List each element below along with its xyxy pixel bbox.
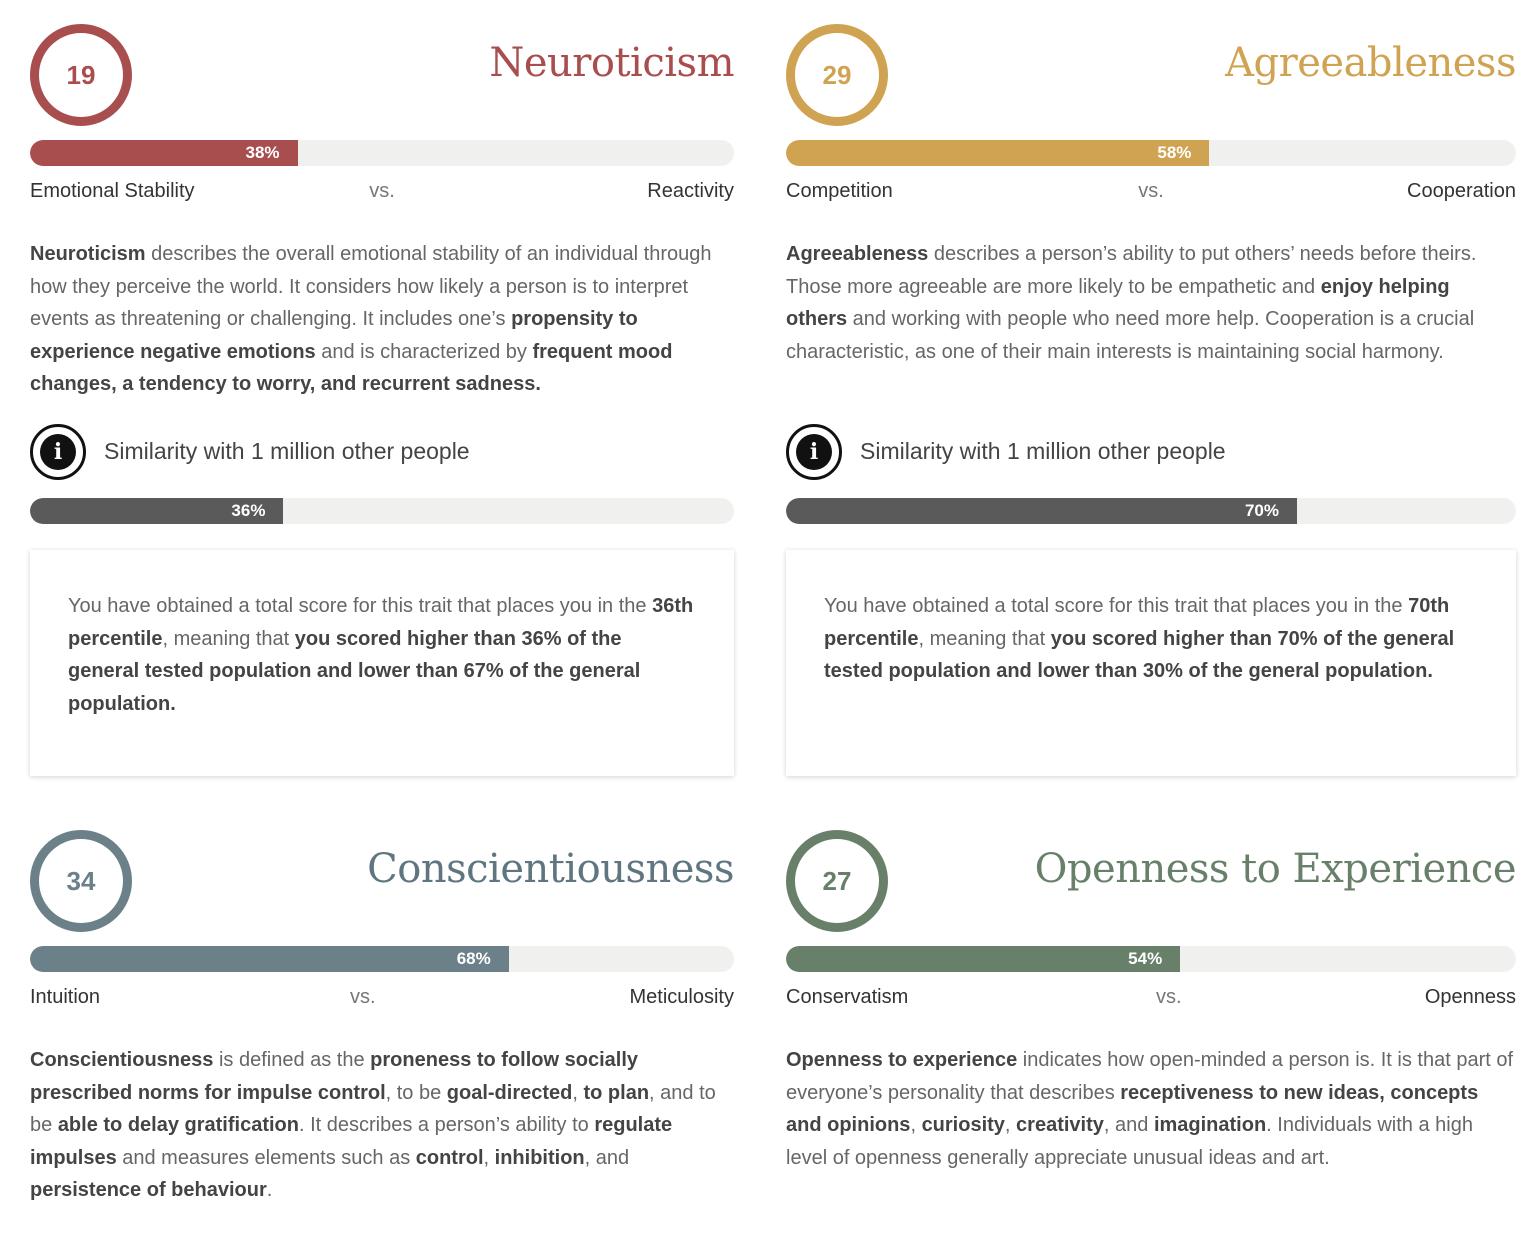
trait-scale (786, 986, 1516, 1016)
body-text: , (483, 1146, 495, 1169)
body-text: , meaning that (918, 627, 1051, 650)
scale-right-label: Reactivity (647, 180, 734, 202)
body-text: and is characterized by (315, 340, 533, 363)
body-text: You have obtained a total score for this trait that places you in the (68, 595, 653, 617)
trait-score: 34 (66, 865, 96, 896)
emphasis-text: Agreeableness (786, 243, 929, 265)
emphasis-text: receptiveness to new ideas, concepts and opinions (786, 1081, 1479, 1136)
scale-right-label: Openness (1424, 986, 1516, 1008)
body-text: , to be (385, 1081, 447, 1104)
emphasis-text: you scored higher than 36% of the general tested population and lower than 67% of the general population. (68, 627, 641, 715)
trait-title: Openness to Experience (1034, 846, 1516, 892)
emphasis-text: 70th percentile (824, 595, 1450, 650)
similarity-label: Similarity with 1 million other people (860, 438, 1226, 464)
body-text: describes a person’s ability to put others’ needs before theirs. Those more agreeable are more likely to be empathetic and (786, 243, 1477, 298)
info-icon[interactable]: i (786, 424, 842, 480)
trait-progress-bar (786, 946, 1516, 972)
scale-vs-label: vs. (369, 180, 395, 202)
scale-left-label: Conservatism (786, 986, 909, 1008)
trait-openness (786, 830, 1516, 1230)
trait-percent-label: 58% (1157, 143, 1192, 162)
similarity-header (30, 424, 734, 484)
info-icon[interactable]: i (30, 424, 86, 480)
body-text: and working with people who need more help. Cooperation is a crucial characteristic, as one of their main interests is maintaining social harmony. (786, 308, 1475, 363)
emphasis-text: you scored higher than 70% of the general tested population and lower than 30% of the general population. (824, 627, 1455, 682)
body-text: and measures elements such as (116, 1146, 416, 1169)
emphasis-text: enjoy helping others (786, 275, 1450, 330)
trait-score: 29 (822, 59, 852, 90)
similarity-label: Similarity with 1 million other people (104, 438, 470, 464)
body-text: describes the overall emotional stability of an individual through how they perceive the world. It considers how likely a person is to interpret events as threatening or challenging. It includes one’s (30, 243, 712, 330)
score-ring (30, 24, 132, 126)
score-ring (30, 830, 132, 932)
trait-header (786, 830, 1516, 934)
trait-agreeableness (786, 24, 1516, 776)
trait-title: Conscientiousness (367, 846, 734, 892)
trait-title: Agreeableness (1225, 40, 1516, 86)
trait-progress-fill (30, 946, 509, 972)
trait-percent-label: 54% (1128, 949, 1163, 968)
trait-description (30, 1044, 734, 1210)
trait-description (786, 1044, 1516, 1210)
trait-percent-label: 68% (456, 949, 491, 968)
trait-conscientiousness (30, 830, 734, 1230)
emphasis-text: Conscientiousness (30, 1049, 214, 1071)
body-text: . It describes a person’s ability to (298, 1114, 595, 1136)
trait-description (30, 238, 734, 404)
emphasis-text: imagination (1153, 1114, 1267, 1136)
emphasis-text: Neuroticism (30, 243, 146, 265)
emphasis-text: able to delay gratification (57, 1114, 299, 1136)
body-text: You have obtained a total score for this trait that places you in the (824, 595, 1409, 617)
scale-right-label: Cooperation (1407, 180, 1516, 202)
similarity-progress-bar (30, 498, 734, 524)
emphasis-text: control (415, 1146, 484, 1169)
scale-vs-label: vs. (1156, 986, 1182, 1008)
body-text: , (910, 1114, 922, 1136)
trait-percent-label: 38% (245, 143, 280, 162)
trait-score: 27 (822, 865, 852, 896)
emphasis-text: persistence of behaviour (30, 1179, 267, 1201)
emphasis-text: 36th percentile (68, 595, 694, 650)
scale-left-label: Intuition (30, 986, 101, 1008)
emphasis-text: propensity to experience negative emotions (30, 308, 638, 363)
body-text: is defined as the (213, 1049, 371, 1071)
scale-left-label: Competition (786, 180, 893, 202)
similarity-progress-fill (30, 498, 283, 524)
body-text: , (1004, 1114, 1017, 1136)
emphasis-text: frequent mood changes, a tendency to worry, and recurrent sadness. (30, 340, 673, 395)
trait-progress-fill (786, 140, 1209, 166)
emphasis-text: Openness to experience (786, 1049, 1018, 1071)
body-text: . (266, 1179, 273, 1201)
scale-right-label: Meticulosity (629, 986, 734, 1008)
trait-description (786, 238, 1516, 404)
body-text: , and (1103, 1114, 1154, 1136)
emphasis-text: goal-directed (446, 1081, 573, 1104)
body-text: , (572, 1081, 584, 1104)
body-text: , and (584, 1146, 630, 1169)
trait-scale (786, 180, 1516, 210)
similarity-progress-fill (786, 498, 1297, 524)
emphasis-text: curiosity (921, 1114, 1005, 1136)
emphasis-text: proneness to follow socially prescribed norms for impulse control (30, 1049, 639, 1104)
score-ring (786, 24, 888, 126)
percentile-card (30, 550, 734, 776)
similarity-header (786, 424, 1516, 484)
scale-left-label: Emotional Stability (30, 180, 195, 202)
trait-progress-bar (786, 140, 1516, 166)
emphasis-text: inhibition (494, 1146, 585, 1169)
percentile-card (786, 550, 1516, 776)
trait-scale (30, 180, 734, 210)
trait-neuroticism (30, 24, 734, 776)
trait-header (30, 830, 734, 934)
emphasis-text: to plan (583, 1081, 650, 1104)
body-text: , meaning that (162, 627, 295, 650)
trait-score: 19 (66, 59, 96, 90)
similarity-progress-bar (786, 498, 1516, 524)
trait-scale (30, 986, 734, 1016)
trait-progress-fill (786, 946, 1180, 972)
score-ring (786, 830, 888, 932)
trait-progress-fill (30, 140, 298, 166)
similarity-percent-label: 36% (231, 501, 266, 520)
body-text: indicates how open-minded a person is. It is that part of everyone’s personality that describes (786, 1049, 1514, 1104)
trait-header (786, 24, 1516, 128)
scale-vs-label: vs. (350, 986, 376, 1008)
trait-title: Neuroticism (489, 40, 734, 86)
emphasis-text: regulate impulses (30, 1114, 673, 1169)
body-text: . Individuals with a high level of openness generally appreciate unusual ideas and art. (786, 1114, 1473, 1169)
trait-progress-bar (30, 946, 734, 972)
trait-progress-bar (30, 140, 734, 166)
similarity-percent-label: 70% (1244, 501, 1279, 520)
scale-vs-label: vs. (1138, 180, 1164, 202)
emphasis-text: creativity (1016, 1114, 1104, 1136)
trait-header (30, 24, 734, 128)
body-text: , and to be (30, 1081, 716, 1136)
